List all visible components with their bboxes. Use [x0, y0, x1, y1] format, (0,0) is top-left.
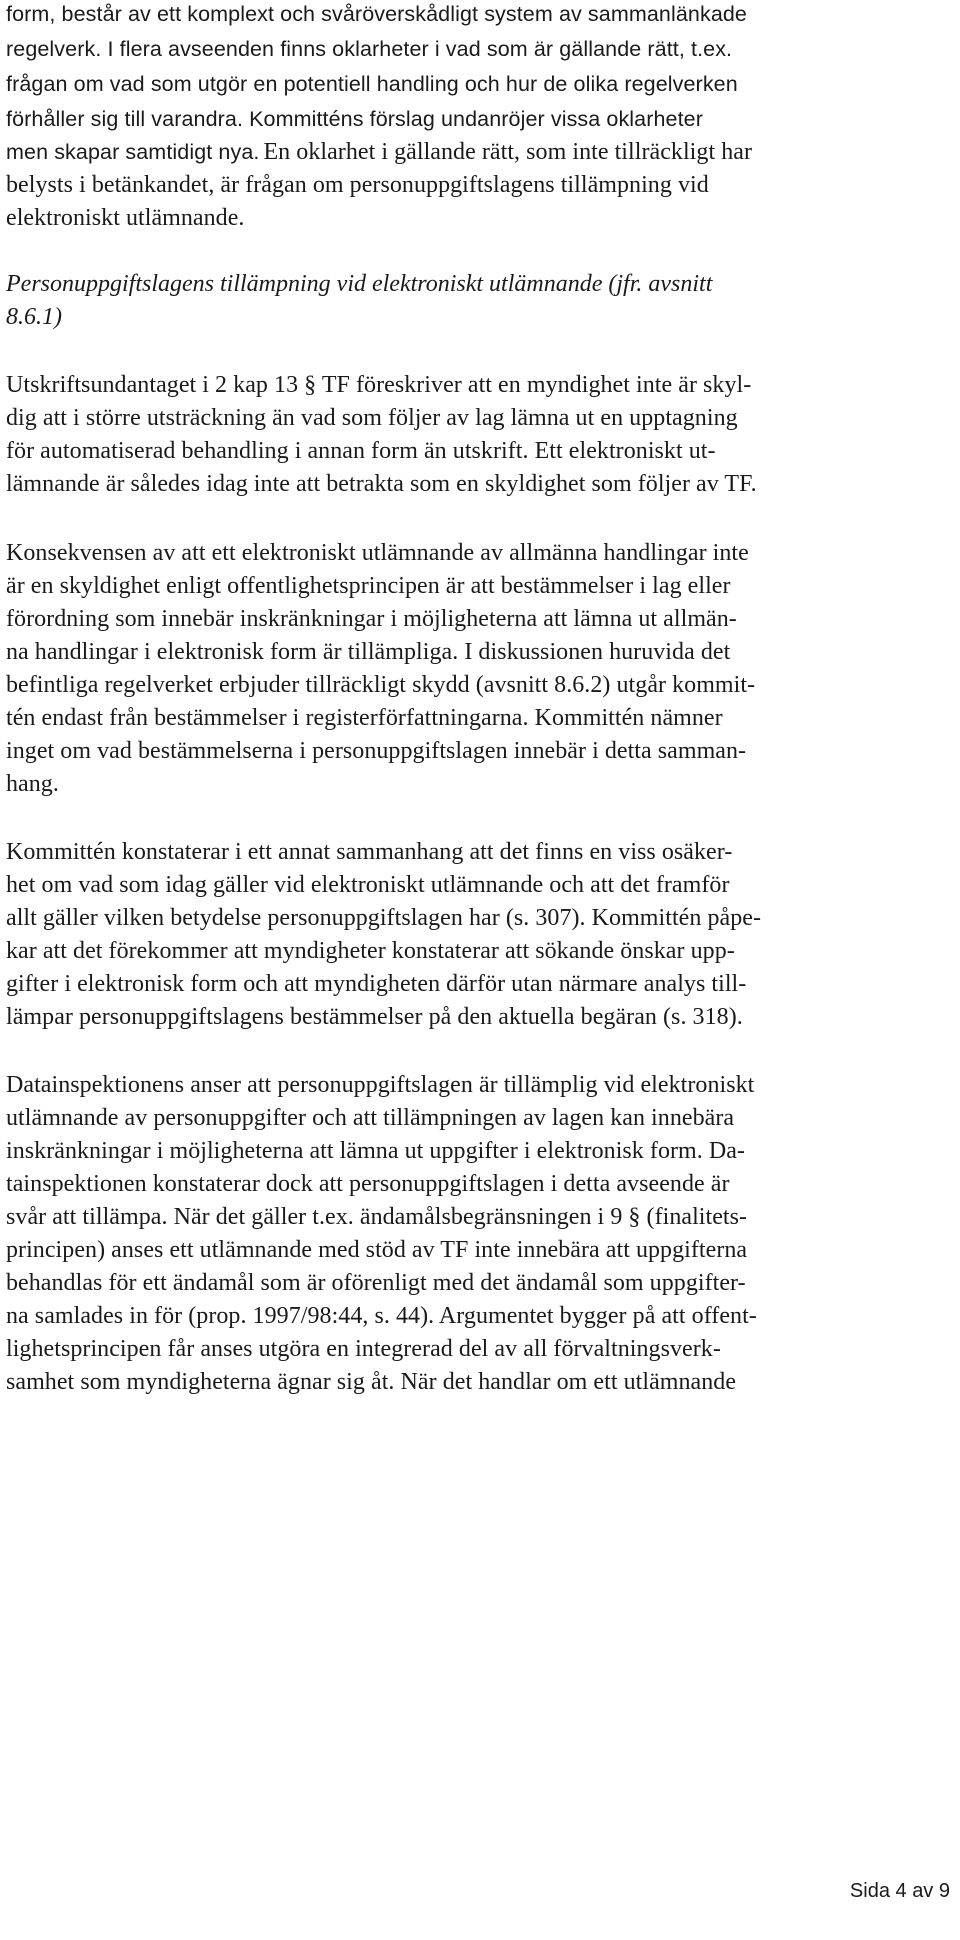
text-line: tén endast från bestämmelser i registerförfattningarna. Kommittén nämner: [6, 705, 723, 731]
text-line: tainspektionen konstaterar dock att personuppgiftslagen i detta avseende är: [6, 1171, 730, 1197]
text-line: frågan om vad som utgör en potentiell handling och hur de olika regelverken: [6, 72, 738, 96]
text-span: En oklarhet i gällande rätt, som inte tillräckligt har: [263, 139, 753, 165]
text-line: form, består av ett komplext och svåröverskådligt system av sammanlänkade: [6, 2, 747, 26]
text-line: elektroniskt utlämnande.: [6, 205, 245, 231]
text-line: för automatiserad behandling i annan form än utskrift. Ett elektroniskt ut-: [6, 438, 716, 464]
heading-line: 8.6.1): [6, 304, 62, 330]
text-line: dig att i större utsträckning än vad som följer av lag lämna ut en upptagning: [6, 405, 738, 431]
text-line: na handlingar i elektronisk form är tillämpliga. I diskussionen huruvida det: [6, 639, 731, 665]
text-line: svår att tillämpa. När det gäller t.ex. ändamålsbegränsningen i 9 § (finalitets-: [6, 1204, 748, 1230]
text-line: befintliga regelverket erbjuder tillräckligt skydd (avsnitt 8.6.2) utgår kommit-: [6, 672, 756, 698]
text-line: het om vad som idag gäller vid elektroniskt utlämnande och att det framför: [6, 872, 730, 898]
text-line: principen) anses ett utlämnande med stöd av TF inte innebära att uppgifterna: [6, 1237, 748, 1263]
heading-line: Personuppgiftslagens tillämpning vid elektroniskt utlämnande (jfr. avsnitt: [6, 271, 713, 297]
text-line: Datainspektionens anser att personuppgiftslagen är tillämplig vid elektroniskt: [6, 1072, 755, 1098]
text-line: inget om vad bestämmelserna i personuppgiftslagen innebär i detta samman-: [6, 738, 747, 764]
text-line: gifter i elektronisk form och att myndigheten därför utan närmare analys till-: [6, 971, 747, 997]
text-span: men skapar samtidigt nya.: [6, 140, 260, 164]
text-line: kar att det förekommer att myndigheter konstaterar att sökande önskar upp-: [6, 938, 735, 964]
text-line: är en skyldighet enligt offentlighetsprincipen är att bestämmelser i lag eller: [6, 573, 731, 599]
text-line: samhet som myndigheterna ägnar sig åt. När det handlar om ett utlämnande: [6, 1369, 737, 1395]
text-line: hang.: [6, 771, 59, 797]
text-line: utlämnande av personuppgifter och att tillämpningen av lagen kan innebära: [6, 1105, 735, 1131]
text-line: lämpar personuppgiftslagens bestämmelser på den aktuella begäran (s. 318).: [6, 1004, 743, 1030]
text-line-mixed: [6, 139, 752, 166]
text-line: inskränkningar i möjligheterna att lämna ut uppgifter i elektronisk form. Da-: [6, 1138, 745, 1164]
text-line: regelverk. I flera avseenden finns oklarheter i vad som är gällande rätt, t.ex.: [6, 37, 733, 61]
text-line: na samlades in för (prop. 1997/98:44, s. 44). Argumentet bygger på att offent-: [6, 1303, 757, 1329]
page-number: Sida 4 av 9: [849, 1880, 950, 1902]
text-line: Kommittén konstaterar i ett annat sammanhang att det finns en viss osäker-: [6, 839, 733, 865]
text-line: belysts i betänkandet, är frågan om personuppgiftslagens tillämpning vid: [6, 172, 709, 198]
text-line: lämnande är således idag inte att betrakta som en skyldighet som följer av TF.: [6, 471, 757, 497]
text-line: behandlas för ett ändamål som är oförenligt med det ändamål som uppgifter-: [6, 1270, 746, 1296]
text-line: förhåller sig till varandra. Kommitténs förslag undanröjer vissa oklarheter: [6, 107, 704, 131]
text-line: förordning som innebär inskränkningar i möjligheterna att lämna ut allmän-: [6, 606, 737, 632]
text-line: allt gäller vilken betydelse personuppgiftslagen har (s. 307). Kommittén påpe-: [6, 905, 762, 931]
text-line: Utskriftsundantaget i 2 kap 13 § TF föreskriver att en myndighet inte är skyl-: [6, 372, 752, 398]
text-line: Konsekvensen av att ett elektroniskt utlämnande av allmänna handlingar inte: [6, 540, 749, 566]
text-line: lighetsprincipen får anses utgöra en integrerad del av all förvaltningsverk-: [6, 1336, 721, 1362]
